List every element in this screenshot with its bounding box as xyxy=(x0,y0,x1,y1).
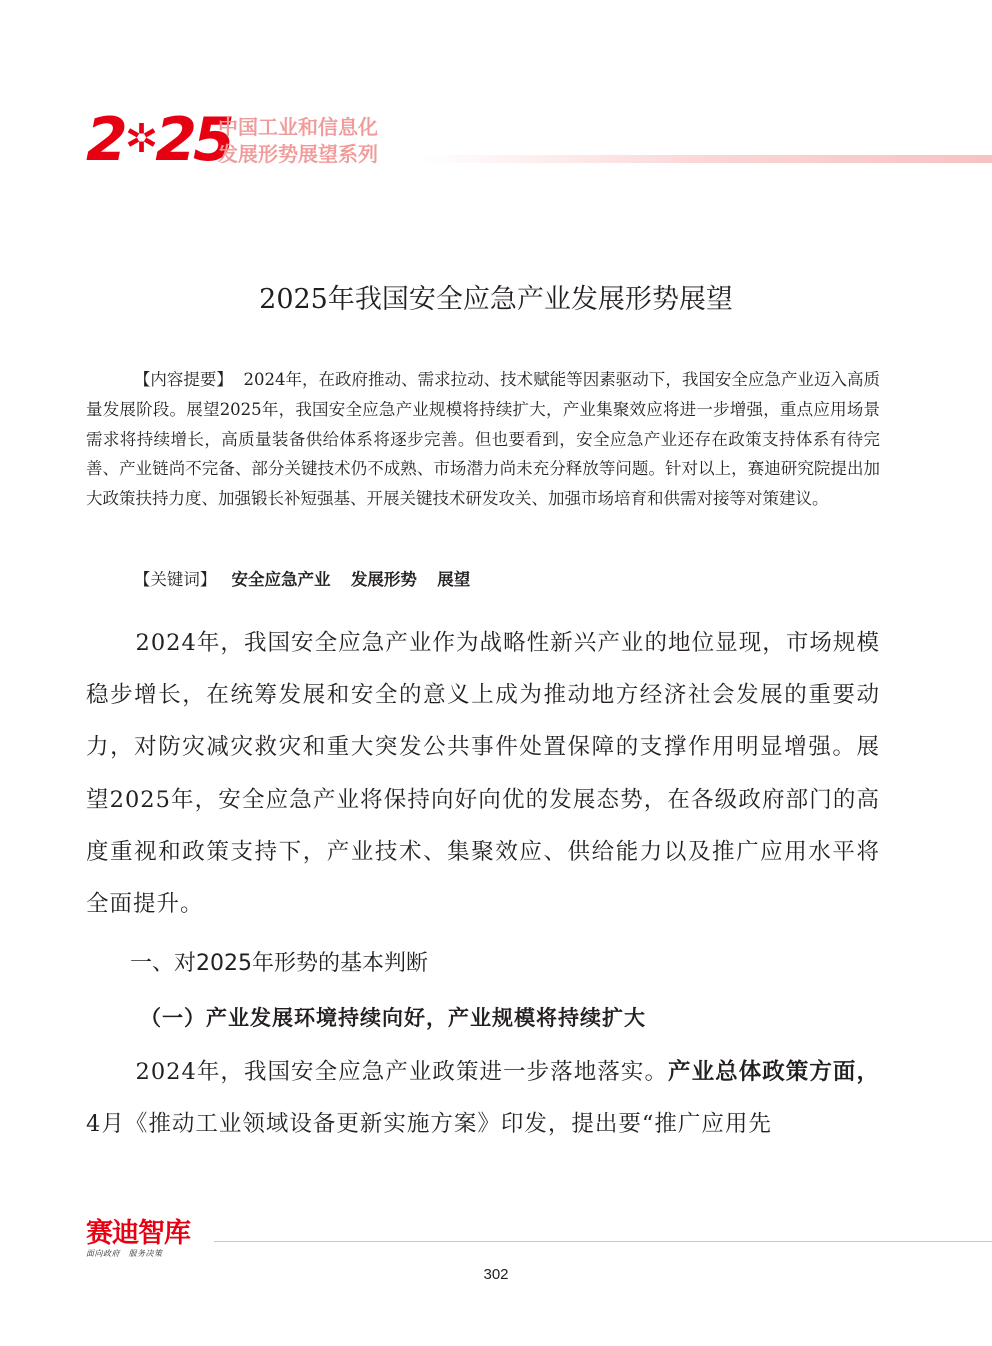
para-bold: 产业总体政策方面， xyxy=(668,1059,880,1085)
para-lead: 2024年，我国安全应急产业政策进一步落地落实。 xyxy=(135,1059,669,1085)
section-heading: 一、对2025年形势的基本判断 xyxy=(130,951,428,976)
keywords-label: 【关键词】 xyxy=(133,570,217,589)
header-decor-bar xyxy=(420,155,992,163)
year-logo-part2: 25 xyxy=(155,105,231,175)
keyword-item: 展望 xyxy=(437,570,471,589)
document-title: 2025年我国安全应急产业发展形势展望 xyxy=(259,284,733,316)
keywords xyxy=(86,565,880,595)
series-title-line2: 发展形势展望系列 xyxy=(218,142,378,166)
year-logo-part1: 2 xyxy=(86,105,124,175)
abstract xyxy=(86,365,880,514)
abstract-text: 2024年，在政府推动、需求拉动、技术赋能等因素驱动下，我国安全应急产业迈入高质量发展阶段。展望2025年，我国安全应急产业规模将持续扩大，产业集聚效应将进一步增强，重点应用场景需求将持续增长，高质量装备供给体系将逐步完善。但也要看到，安全应急产业还存在政策支持体系有待完善、产业链尚不完备、部分关键技术仍不成熟、市场潜力尚未充分释放等问题。针对以上，赛迪研究院提出加大政策扶持力度、加强锻长补短强基、开展关键技术研发攻关、加强市场培育和供需对接等对策建议。 xyxy=(86,370,880,509)
page-number: 302 xyxy=(483,1266,509,1283)
gear-icon: ✲ xyxy=(124,116,155,162)
series-title-line1: 中国工业和信息化 xyxy=(218,115,378,139)
footer-brand-logo: 赛迪智库 xyxy=(86,1218,190,1249)
para-rest: 4月《推动工业领域设备更新实施方案》印发，提出要“推广应用先 xyxy=(86,1111,772,1138)
footer-divider xyxy=(214,1241,992,1242)
footer-slogan: 面向政府 服务决策 xyxy=(86,1249,163,1258)
page-header xyxy=(0,0,992,190)
intro-paragraph: 2024年，我国安全应急产业作为战略性新兴产业的地位显现，市场规模稳步增长，在统筹发展和安全的意义上成为推动地方经济社会发展的重要动力，对防灾减灾救灾和重大突发公共事件处置保障的支撑作用明显增强。展望2025年，安全应急产业将保持向好向优的发展态势，在各级政府部门的高度重视和政策支持下，产业技术、集聚效应、供给能力以及推广应用水平将全面提升。 xyxy=(86,630,880,918)
year-logo xyxy=(86,105,231,175)
subsection-heading: （一）产业发展环境持续向好，产业规模将持续扩大 xyxy=(140,1005,646,1030)
abstract-label: 【内容提要】 xyxy=(133,370,233,389)
body-paragraph xyxy=(86,1046,880,1150)
keyword-item: 安全应急产业 xyxy=(231,570,331,589)
series-title xyxy=(218,114,378,168)
keyword-item: 发展形势 xyxy=(350,570,417,589)
